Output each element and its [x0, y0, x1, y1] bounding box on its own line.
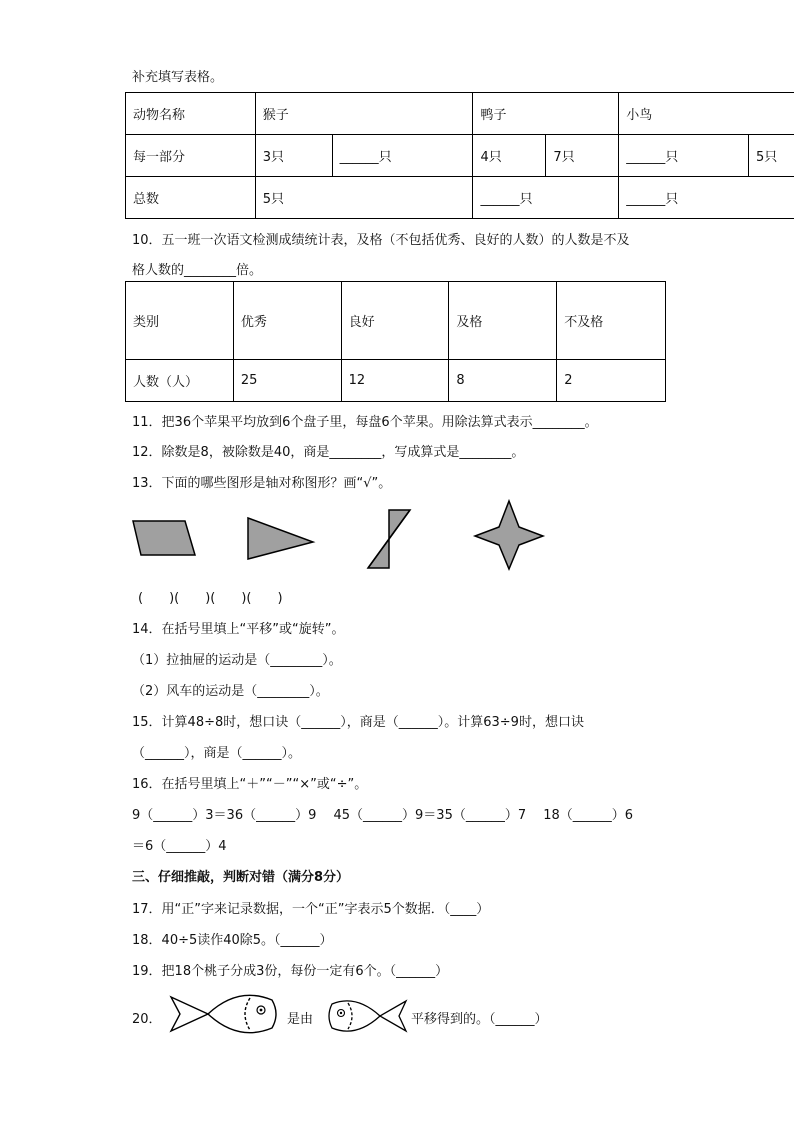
q16-title: 16．在括号里填上“＋”“－”“×”或“÷”。 — [132, 777, 368, 792]
q14-title: 14．在括号里填上“平移”或“旋转”。 — [132, 622, 345, 637]
q11-text: 11．把36个苹果平均放到6个盘子里，每盘6个苹果。用除法算式表示________。 — [132, 415, 598, 430]
table-cell: 鸭子 — [473, 93, 619, 135]
table-cell: 2 — [557, 360, 666, 402]
double-triangle-shape — [368, 510, 410, 568]
table-header-cell: 良好 — [341, 282, 449, 360]
table-header-cell: 类别 — [126, 282, 234, 360]
four-point-star-shape — [475, 501, 543, 569]
score-table — [125, 281, 666, 402]
table-row — [126, 282, 666, 360]
table-row — [126, 177, 794, 219]
table-header-cell: 优秀 — [233, 282, 341, 360]
q10-line2: 格人数的________倍。 — [132, 263, 263, 278]
table-header-cell: 不及格 — [557, 282, 666, 360]
q15-line1: 15．计算48÷8时，想口诀（______），商是（______）。计算63÷9时，想口诀 — [132, 715, 584, 730]
table-cell: 25 — [233, 360, 341, 402]
q20-number: 20． — [132, 1012, 162, 1027]
table-cell: 8 — [449, 360, 557, 402]
q20-end-text: 平移得到的。（______） — [411, 1012, 548, 1027]
q15-line2: （______），商是（______）。 — [132, 746, 302, 761]
q14-item2: （2）风车的运动是（________）。 — [132, 684, 329, 699]
table-cell: 12 — [341, 360, 449, 402]
table-row — [126, 135, 794, 177]
triangle-shape — [248, 518, 313, 559]
q17-text: 17．用“正”字来记录数据，一个“正”字表示5个数据．（____） — [132, 902, 490, 917]
q20-middle-text: 是由 — [287, 1012, 314, 1027]
table-cell: ______只 — [332, 135, 473, 177]
intro-text: 补充填写表格。 — [132, 70, 224, 85]
table-cell: 动物名称 — [126, 93, 256, 135]
table-row — [126, 360, 666, 402]
table-cell: 每一部分 — [126, 135, 256, 177]
table-cell: 7只 — [546, 135, 619, 177]
table-cell: 人数（人） — [126, 360, 234, 402]
parallelogram-shape — [133, 521, 195, 555]
table-cell: 小鸟 — [619, 93, 794, 135]
table-header-cell: 及格 — [449, 282, 557, 360]
q10-line1: 10．五一班一次语文检测成绩统计表，及格（不包括优秀、良好的人数）的人数是不及 — [132, 233, 630, 248]
table-cell: ______只 — [473, 177, 619, 219]
table-cell: 5只 — [255, 177, 473, 219]
table-cell: 3只 — [255, 135, 332, 177]
table-cell: ______只 — [619, 177, 794, 219]
fish-right-icon — [168, 988, 280, 1040]
symmetry-shapes — [125, 495, 565, 575]
q19-text: 19．把18个桃子分成3份，每份一定有6个。（______） — [132, 964, 449, 979]
table-cell: ______只 — [619, 135, 749, 177]
fish-left-icon — [324, 994, 408, 1038]
q13-text: 13．下面的哪些图形是轴对称图形？画“√”。 — [132, 476, 392, 491]
q16-line1: 9（______）3＝36（______）9 45（______）9＝35（______）7 18（______）6 — [132, 808, 634, 823]
q13-answer-brackets: ( )( )( )( ) — [138, 591, 283, 606]
q12-text: 12．除数是8，被除数是40，商是________，写成算式是________。 — [132, 445, 525, 460]
table-row — [126, 93, 794, 135]
table-cell: 猴子 — [255, 93, 473, 135]
q14-item1: （1）拉抽屉的运动是（________）。 — [132, 653, 342, 668]
table-cell: 4只 — [473, 135, 546, 177]
animal-table — [125, 92, 794, 219]
table-cell: 5只 — [749, 135, 794, 177]
q18-text: 18．40÷5读作40除5。（______） — [132, 933, 333, 948]
section-3-title: 三、仔细推敲，判断对错（满分8分） — [132, 870, 350, 885]
table-cell: 总数 — [126, 177, 256, 219]
q16-line2: ＝6（______）4 — [132, 839, 227, 854]
